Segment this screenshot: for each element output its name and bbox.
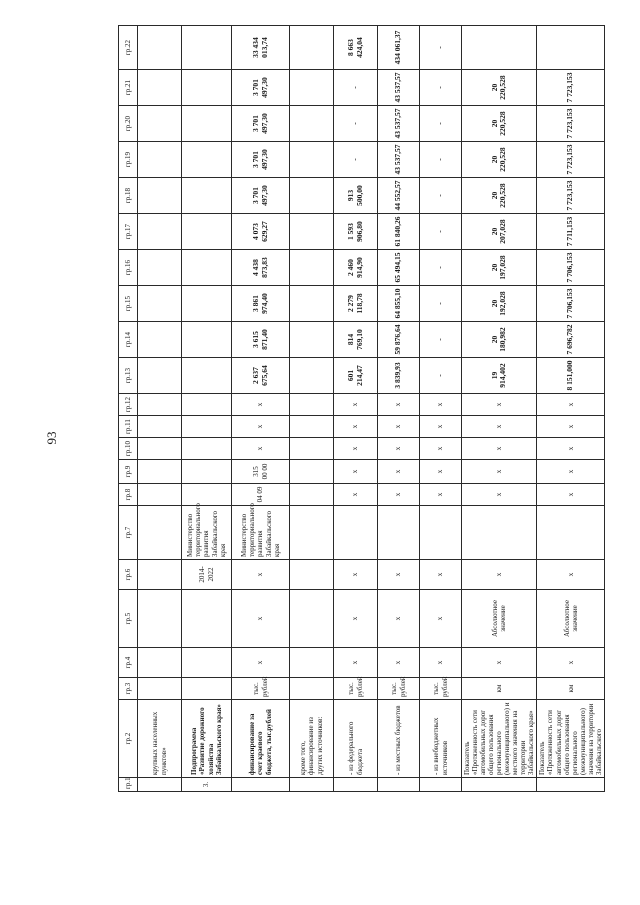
table-row <box>420 26 462 792</box>
table-cell-gr10: х <box>462 438 537 460</box>
table-cell-gr7 <box>378 506 420 560</box>
table-cell-gr22 <box>182 26 232 70</box>
table-cell-gr3 <box>290 678 334 700</box>
table-cell-gr8: х <box>420 484 462 506</box>
col-header: гр.19 <box>119 142 138 178</box>
table-cell-gr9: х <box>334 460 378 484</box>
table-row <box>290 26 334 792</box>
table-cell-gr17 <box>290 214 334 250</box>
col-header: гр.6 <box>119 560 138 590</box>
table-cell-gr2: кроме того, финансирование из других источников: <box>290 700 334 778</box>
col-header: гр.11 <box>119 416 138 438</box>
table-cell-gr17 <box>182 214 232 250</box>
table-cell-gr12: х <box>378 394 420 416</box>
table-cell-gr1 <box>420 778 462 792</box>
col-header: гр.4 <box>119 648 138 678</box>
table-cell-gr4: х <box>462 648 537 678</box>
table-cell-gr18 <box>290 178 334 214</box>
table-cell-gr6: х <box>462 560 537 590</box>
table-cell-gr4: х <box>334 648 378 678</box>
budget-table <box>118 25 605 792</box>
table-cell-gr4 <box>182 648 232 678</box>
table-cell-gr3: км <box>537 678 604 700</box>
col-header: гр.22 <box>119 26 138 70</box>
table-cell-gr15: 2 279 118,78 <box>334 286 378 322</box>
table-cell-gr17: - <box>420 214 462 250</box>
table-cell-gr16: 65 494,15 <box>378 250 420 286</box>
table-cell-gr14 <box>138 322 182 358</box>
table-cell-gr8 <box>290 484 334 506</box>
col-header: гр.10 <box>119 438 138 460</box>
table-cell-gr9: х <box>537 460 604 484</box>
table-cell-gr19: - <box>420 142 462 178</box>
table-cell-gr18: - <box>420 178 462 214</box>
col-header: гр.12 <box>119 394 138 416</box>
table-cell-gr8: х <box>334 484 378 506</box>
table-cell-gr11: х <box>537 416 604 438</box>
table-cell-gr1 <box>537 778 604 792</box>
table-cell-gr12: х <box>420 394 462 416</box>
table-cell-gr21 <box>182 70 232 106</box>
table-cell-gr16: 2 460 914,90 <box>334 250 378 286</box>
table-cell-gr15 <box>138 286 182 322</box>
col-header: гр.3 <box>119 678 138 700</box>
table-cell-gr13: 19 914,402 <box>462 358 537 394</box>
table-cell-gr8: х <box>462 484 537 506</box>
table-cell-gr5: х <box>232 590 290 648</box>
table-cell-gr2: - из федерального бюджета <box>334 700 378 778</box>
table-cell-gr13: 601 214,47 <box>334 358 378 394</box>
table-cell-gr7 <box>537 506 604 560</box>
col-header: гр.9 <box>119 460 138 484</box>
col-header: гр.15 <box>119 286 138 322</box>
table-row <box>182 26 232 792</box>
col-header: гр.16 <box>119 250 138 286</box>
table-cell-gr5: Абсолютное значение <box>537 590 604 648</box>
table-cell-gr10: х <box>334 438 378 460</box>
col-header: гр.13 <box>119 358 138 394</box>
table-cell-gr1: 3. <box>182 778 232 792</box>
table-cell-gr18: 44 552,57 <box>378 178 420 214</box>
table-cell-gr12: х <box>537 394 604 416</box>
table-cell-gr4: х <box>378 648 420 678</box>
table-cell-gr15: - <box>420 286 462 322</box>
table-cell-gr21: - <box>420 70 462 106</box>
table-cell-gr20: - <box>334 106 378 142</box>
table-cell-gr17: 4 073 629,27 <box>232 214 290 250</box>
rotated-table-wrapper <box>118 30 603 792</box>
table-cell-gr13: 2 637 675,64 <box>232 358 290 394</box>
table-cell-gr19 <box>138 142 182 178</box>
table-cell-gr21: 20 220,528 <box>462 70 537 106</box>
rotated-table-canvas <box>118 30 603 792</box>
table-cell-gr7 <box>138 506 182 560</box>
table-cell-gr11: х <box>232 416 290 438</box>
table-cell-gr1 <box>378 778 420 792</box>
table-cell-gr6: х <box>334 560 378 590</box>
col-header: гр.21 <box>119 70 138 106</box>
table-cell-gr17: 20 207,028 <box>462 214 537 250</box>
table-cell-gr18: 7 723,153 <box>537 178 604 214</box>
table-cell-gr8: х <box>378 484 420 506</box>
table-cell-gr15: 20 192,028 <box>462 286 537 322</box>
table-cell-gr22: 33 434 013,74 <box>232 26 290 70</box>
table-cell-gr16 <box>138 250 182 286</box>
table-cell-gr4: х <box>537 648 604 678</box>
table-cell-gr12: х <box>232 394 290 416</box>
table-cell-gr13: - <box>420 358 462 394</box>
table-cell-gr14: 20 180,982 <box>462 322 537 358</box>
table-row <box>138 26 182 792</box>
table-cell-gr6: х <box>232 560 290 590</box>
table-cell-gr14: 3 615 871,40 <box>232 322 290 358</box>
col-header: гр.1 <box>119 778 138 792</box>
table-cell-gr3 <box>138 678 182 700</box>
table-cell-gr18: 20 220,528 <box>462 178 537 214</box>
table-cell-gr2: - из местных бюджетов <box>378 700 420 778</box>
table-cell-gr18: 3 701 497,30 <box>232 178 290 214</box>
col-header: гр.7 <box>119 506 138 560</box>
table-body <box>138 26 605 792</box>
table-cell-gr14: 814 769,10 <box>334 322 378 358</box>
table-cell-gr2: крупных населенных пунктов» <box>138 700 182 778</box>
table-cell-gr9 <box>290 460 334 484</box>
table-cell-gr22: - <box>420 26 462 70</box>
table-cell-gr7 <box>290 506 334 560</box>
table-cell-gr5 <box>138 590 182 648</box>
table-cell-gr16: 20 197,028 <box>462 250 537 286</box>
table-cell-gr10: х <box>378 438 420 460</box>
table-cell-gr8: 04 09 <box>232 484 290 506</box>
table-cell-gr5 <box>290 590 334 648</box>
table-cell-gr6: х <box>537 560 604 590</box>
table-cell-gr3 <box>182 678 232 700</box>
table-row <box>537 26 604 792</box>
table-cell-gr2: финансирование за счет краевого бюджета, тыс.рублей <box>232 700 290 778</box>
table-cell-gr7 <box>420 506 462 560</box>
table-cell-gr3: тыс. рублей <box>232 678 290 700</box>
table-cell-gr16: 4 438 873,83 <box>232 250 290 286</box>
table-cell-gr9 <box>182 460 232 484</box>
table-cell-gr5: х <box>334 590 378 648</box>
table-cell-gr16: - <box>420 250 462 286</box>
table-cell-gr10: х <box>232 438 290 460</box>
table-cell-gr11 <box>182 416 232 438</box>
table-cell-gr9: х <box>378 460 420 484</box>
table-cell-gr19: 3 701 497,30 <box>232 142 290 178</box>
table-row <box>232 26 290 792</box>
table-cell-gr2: - из внебюджетных источников <box>420 700 462 778</box>
table-cell-gr4: х <box>232 648 290 678</box>
table-cell-gr6 <box>290 560 334 590</box>
table-cell-gr9: х <box>420 460 462 484</box>
table-cell-gr4 <box>138 648 182 678</box>
table-cell-gr11: х <box>420 416 462 438</box>
table-cell-gr3: тыс. рублей <box>334 678 378 700</box>
table-cell-gr9 <box>138 460 182 484</box>
table-cell-gr20: 3 701 497,30 <box>232 106 290 142</box>
table-cell-gr21 <box>290 70 334 106</box>
table-cell-gr3: км <box>462 678 537 700</box>
col-header: гр.18 <box>119 178 138 214</box>
table-cell-gr22 <box>537 26 604 70</box>
table-cell-gr22 <box>462 26 537 70</box>
table-cell-gr14: 7 696,782 <box>537 322 604 358</box>
table-cell-gr3: тыс. рублей <box>420 678 462 700</box>
table-cell-gr2: Подпрограмма «Развитие дорожного хозяйства Забайкальского края» <box>182 700 232 778</box>
table-cell-gr22 <box>290 26 334 70</box>
table-cell-gr17: 1 593 906,80 <box>334 214 378 250</box>
table-cell-gr14 <box>182 322 232 358</box>
table-cell-gr20: 20 220,528 <box>462 106 537 142</box>
table-cell-gr10: х <box>537 438 604 460</box>
table-cell-gr15: 64 855,10 <box>378 286 420 322</box>
table-cell-gr10: х <box>420 438 462 460</box>
table-cell-gr19 <box>182 142 232 178</box>
table-cell-gr5 <box>182 590 232 648</box>
table-cell-gr6: 2014-2022 <box>182 560 232 590</box>
col-header: гр.8 <box>119 484 138 506</box>
table-cell-gr11: х <box>378 416 420 438</box>
table-cell-gr11 <box>138 416 182 438</box>
table-cell-gr22: 434 061,37 <box>378 26 420 70</box>
table-cell-gr1 <box>334 778 378 792</box>
table-cell-gr12 <box>182 394 232 416</box>
table-cell-gr19: 20 220,528 <box>462 142 537 178</box>
table-cell-gr20: 7 723,153 <box>537 106 604 142</box>
table-cell-gr14: 59 876,64 <box>378 322 420 358</box>
table-cell-gr7 <box>334 506 378 560</box>
table-cell-gr10 <box>290 438 334 460</box>
table-cell-gr20 <box>182 106 232 142</box>
table-cell-gr4: х <box>420 648 462 678</box>
table-cell-gr10 <box>182 438 232 460</box>
table-cell-gr11: х <box>462 416 537 438</box>
table-cell-gr10 <box>138 438 182 460</box>
table-cell-gr18: 913 500,00 <box>334 178 378 214</box>
table-cell-gr15 <box>290 286 334 322</box>
page-number: 93 <box>44 431 59 445</box>
table-cell-gr12 <box>290 394 334 416</box>
table-cell-gr1 <box>232 778 290 792</box>
table-cell-gr17 <box>138 214 182 250</box>
table-cell-gr6 <box>138 560 182 590</box>
table-cell-gr12: х <box>334 394 378 416</box>
table-cell-gr21: 7 723,153 <box>537 70 604 106</box>
table-cell-gr22: 8 663 424,04 <box>334 26 378 70</box>
table-cell-gr3: тыс. рублей <box>378 678 420 700</box>
col-header: гр.17 <box>119 214 138 250</box>
table-cell-gr22 <box>138 26 182 70</box>
table-cell-gr1 <box>462 778 537 792</box>
col-header: гр.14 <box>119 322 138 358</box>
table-cell-gr15: 3 861 974,40 <box>232 286 290 322</box>
table-cell-gr20: 43 537,57 <box>378 106 420 142</box>
table-cell-gr9: х <box>462 460 537 484</box>
table-cell-gr18 <box>182 178 232 214</box>
table-cell-gr19: 7 723,153 <box>537 142 604 178</box>
table-row <box>334 26 378 792</box>
table-cell-gr19: 43 537,57 <box>378 142 420 178</box>
table-cell-gr12: х <box>462 394 537 416</box>
table-cell-gr2: Показатель «Протяженность сети автомобильных дорог общего пользования регионального (межмуниципального) и местного значения на территории Забайкальского края» <box>462 700 537 778</box>
table-cell-gr5: Абсолютное значение <box>462 590 537 648</box>
table-cell-gr13 <box>138 358 182 394</box>
table-cell-gr17: 7 711,153 <box>537 214 604 250</box>
table-cell-gr14: - <box>420 322 462 358</box>
table-cell-gr7: Министерство территориального развития Забайкальского края <box>182 506 232 560</box>
table-cell-gr18 <box>138 178 182 214</box>
table-cell-gr20 <box>290 106 334 142</box>
table-cell-gr8 <box>138 484 182 506</box>
table-cell-gr13: 3 839,93 <box>378 358 420 394</box>
table-cell-gr7: Министерство территориального развития Забайкальского края <box>232 506 290 560</box>
table-row <box>462 26 537 792</box>
header-row <box>119 26 138 792</box>
table-cell-gr15: 7 706,153 <box>537 286 604 322</box>
table-cell-gr16: 7 706,153 <box>537 250 604 286</box>
table-cell-gr2: Показатель «Протяженность сети автомобильных дорог общего пользования регионального (межмуниципального) значения на территории Забайкальского <box>537 700 604 778</box>
table-cell-gr7 <box>462 506 537 560</box>
table-cell-gr17: 61 840,26 <box>378 214 420 250</box>
table-cell-gr4 <box>290 648 334 678</box>
table-cell-gr20 <box>138 106 182 142</box>
table-cell-gr6: х <box>378 560 420 590</box>
table-cell-gr8: х <box>537 484 604 506</box>
table-cell-gr13 <box>182 358 232 394</box>
table-cell-gr5: х <box>420 590 462 648</box>
col-header: гр.20 <box>119 106 138 142</box>
table-cell-gr20: - <box>420 106 462 142</box>
table-row <box>378 26 420 792</box>
table-cell-gr11: х <box>334 416 378 438</box>
table-cell-gr6: х <box>420 560 462 590</box>
table-cell-gr8 <box>182 484 232 506</box>
table-cell-gr19 <box>290 142 334 178</box>
table-cell-gr14 <box>290 322 334 358</box>
table-cell-gr11 <box>290 416 334 438</box>
table-cell-gr21: 43 537,57 <box>378 70 420 106</box>
table-cell-gr15 <box>182 286 232 322</box>
table-cell-gr13: 8 151,000 <box>537 358 604 394</box>
col-header: гр.5 <box>119 590 138 648</box>
table-cell-gr12 <box>138 394 182 416</box>
table-cell-gr21: - <box>334 70 378 106</box>
table-cell-gr16 <box>182 250 232 286</box>
table-cell-gr21: 3 701 497,30 <box>232 70 290 106</box>
table-cell-gr19: - <box>334 142 378 178</box>
table-cell-gr9: 315 00 00 <box>232 460 290 484</box>
table-cell-gr13 <box>290 358 334 394</box>
table-cell-gr5: х <box>378 590 420 648</box>
table-cell-gr16 <box>290 250 334 286</box>
table-cell-gr21 <box>138 70 182 106</box>
table-cell-gr1 <box>138 778 182 792</box>
table-cell-gr1 <box>290 778 334 792</box>
col-header: гр.2 <box>119 700 138 778</box>
